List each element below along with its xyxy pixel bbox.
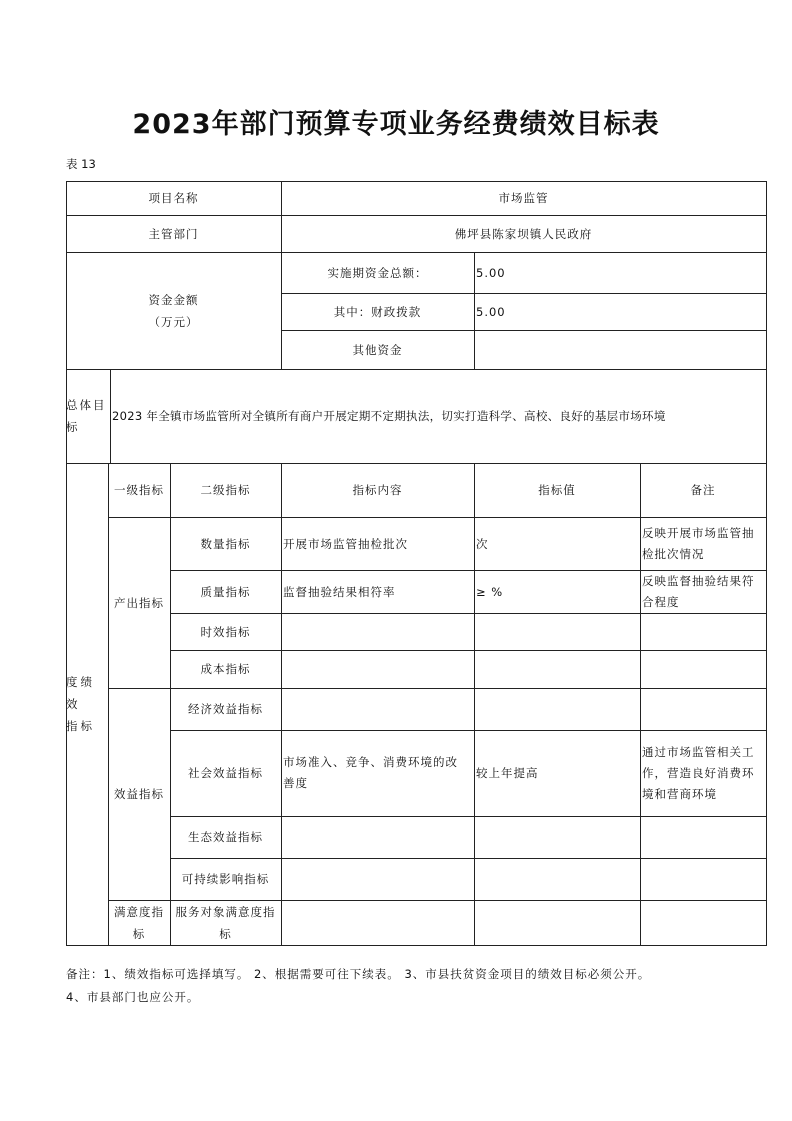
satisfaction-level2-line2: 标 [219, 926, 232, 941]
satisfaction-label-line2: 标 [132, 926, 146, 941]
indicator-row-value [474, 858, 640, 900]
indicator-row-remark: 反映监督抽验结果符合程度 [642, 573, 755, 609]
indicator-row-content [281, 613, 474, 650]
header-level2: 二级指标 [200, 483, 251, 497]
indicator-row-remark: 反映开展市场监管抽检批次情况 [642, 525, 755, 561]
indicator-row-remark [640, 650, 766, 688]
indicator-row-value: 较上年提高 [476, 766, 539, 780]
indicator-row-level2 [170, 900, 281, 945]
other-funds-value [474, 330, 766, 369]
indicator-row-value: 次 [476, 536, 489, 551]
funds-label-line1: 资金金额 [148, 292, 199, 307]
indicator-row-value [474, 688, 640, 730]
indicator-row-content [281, 858, 474, 900]
indicator-row-remark [640, 613, 766, 650]
header-remark: 备注 [690, 483, 716, 497]
indicator-row-value [474, 900, 640, 945]
indicator-row-content [281, 650, 474, 688]
other-funds-label: 其他资金 [352, 342, 403, 357]
department-value: 佛坪县陈家坝镇人民政府 [454, 226, 593, 241]
indicator-row-content: 开展市场监管抽检批次 [283, 536, 408, 551]
goal-label-line2: 标 [66, 420, 80, 434]
table-number: 表 13 [66, 157, 96, 171]
satisfaction-indicator-label [108, 900, 170, 945]
indicator-row-level2: 可持续影响指标 [181, 872, 270, 886]
total-funds-value: 5.00 [476, 265, 506, 280]
indicator-row-remark [640, 900, 766, 945]
header-value: 指标值 [538, 483, 576, 497]
indicator-label-line1: 度绩效 [66, 675, 95, 711]
indicator-row-remark [640, 858, 766, 900]
fiscal-funds-label: 其中：财政拨款 [333, 304, 422, 319]
indicator-row-remark: 通过市场监管相关工作，营造良好消费环境和营商环境 [642, 744, 755, 801]
funds-label [66, 252, 281, 369]
indicator-row-level2: 社会效益指标 [188, 766, 263, 780]
project-name-value: 市场监管 [498, 191, 549, 205]
goal-label [66, 369, 110, 463]
indicator-row-remark [640, 688, 766, 730]
goal-text: 2023 年全镇市场监管所对全镇所有商户开展定期不定期执法，切实打造科学、高校、良好的基层市场环境 [112, 409, 666, 423]
indicator-row-value [474, 613, 640, 650]
indicator-row-level2: 时效指标 [200, 624, 251, 639]
performance-indicator-label [66, 463, 108, 945]
indicator-row-value [474, 816, 640, 858]
department-label: 主管部门 [148, 226, 199, 241]
total-funds-label: 实施期资金总额： [327, 265, 428, 280]
indicator-row-remark [640, 816, 766, 858]
indicator-row-content [281, 900, 474, 945]
indicator-row-level2: 成本指标 [200, 662, 251, 676]
funds-label-line2: （万元） [148, 314, 199, 329]
satisfaction-label-line1: 满意度指 [114, 904, 164, 919]
indicator-row-level2: 数量指标 [200, 536, 251, 551]
indicator-row-content: 市场准入、竞争、消费环境的改善度 [283, 755, 458, 790]
indicator-row-level2: 质量指标 [200, 584, 251, 599]
indicator-row-value [474, 650, 640, 688]
indicator-row-level2: 生态效益指标 [188, 830, 263, 844]
goal-label-line1: 总体目 [66, 398, 107, 412]
indicator-row-content [281, 688, 474, 730]
footnote-line2: 4、市县部门也应公开。 [66, 990, 200, 1004]
indicator-row-content: 监督抽验结果相符率 [283, 584, 396, 599]
indicator-row-content [281, 816, 474, 858]
indicator-label-line2: 指标 [66, 719, 95, 733]
indicator-row-level2: 经济效益指标 [188, 702, 263, 716]
footnote-line1: 备注：1、绩效指标可选择填写。 2、根据需要可往下续表。 3、市县扶贫资金项目的绩效目标必须公开。 [66, 967, 651, 981]
header-level1: 一级指标 [114, 483, 164, 497]
page-title: 2023年部门预算专项业务经费绩效目标表 [132, 109, 660, 140]
satisfaction-level2-line1: 服务对象满意度指 [175, 904, 276, 919]
fiscal-funds-value: 5.00 [476, 304, 506, 319]
header-content: 指标内容 [352, 483, 403, 497]
output-indicator-label: 产出指标 [114, 595, 164, 610]
project-name-label: 项目名称 [148, 191, 199, 205]
effect-indicator-label: 效益指标 [114, 787, 164, 801]
indicator-row-value: ≥ % [476, 584, 504, 599]
